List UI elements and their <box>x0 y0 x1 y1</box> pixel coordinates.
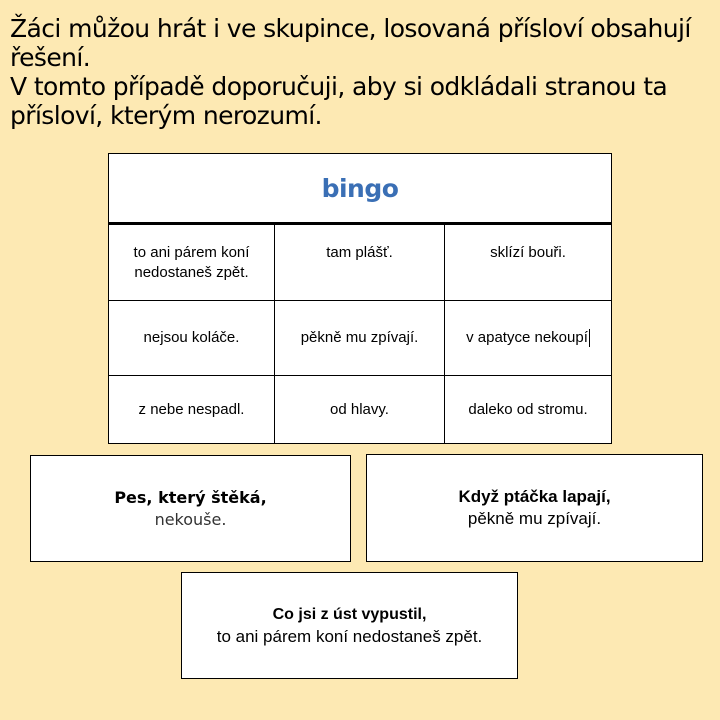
bingo-cell-active[interactable] <box>445 301 611 376</box>
proverb-card[interactable] <box>30 455 351 562</box>
proverb-first-half: Pes, který štěká, <box>114 487 267 507</box>
bingo-grid <box>109 225 611 443</box>
bingo-cell-text: z nebe nespadl. <box>138 400 245 418</box>
bingo-cell-text: v apatyce nekoupí <box>466 329 588 346</box>
bingo-cell-text: pěkně mu zpívají. <box>300 329 419 346</box>
bingo-cell[interactable] <box>275 225 445 301</box>
bingo-cell[interactable] <box>109 376 275 443</box>
proverb-first-half: Když ptáčka lapají, <box>458 487 611 506</box>
proverb-card[interactable] <box>181 572 518 679</box>
proverb-second-half: to ani párem koní nedostaneš zpět. <box>216 626 483 646</box>
bingo-cell-text: od hlavy. <box>330 400 389 418</box>
text-cursor <box>589 329 590 347</box>
bingo-cell[interactable] <box>109 225 275 301</box>
bingo-cell[interactable] <box>445 376 611 443</box>
bingo-cell-text: tam plášť. <box>326 244 393 261</box>
proverb-first-half: Co jsi z úst vypustil, <box>272 605 427 623</box>
bingo-cell[interactable] <box>445 225 611 301</box>
bingo-cell-text: daleko od stromu. <box>468 400 588 418</box>
instructions-line-2: V tomto případě doporučuji, aby si odkládali stranou ta přísloví, kterým nerozumí. <box>10 72 668 130</box>
proverb-second-half: nekouše. <box>154 509 227 529</box>
proverb-second-half: pěkně mu zpívají. <box>467 509 602 528</box>
proverb-card[interactable] <box>366 454 703 562</box>
bingo-cell[interactable] <box>275 301 445 376</box>
bingo-cell-text: nejsou koláče. <box>143 329 240 346</box>
bingo-cell[interactable] <box>109 301 275 376</box>
bingo-board <box>108 153 612 444</box>
bingo-title: bingo <box>109 154 611 225</box>
instructions-text <box>10 14 715 130</box>
bingo-cell[interactable] <box>275 376 445 443</box>
bingo-cell-text: to ani párem koní nedostaneš zpět. <box>133 244 250 281</box>
bingo-cell-text: sklízí bouři. <box>490 244 566 261</box>
instructions-line-1: Žáci můžou hrát i ve skupince, losovaná přísloví obsahují řešení. <box>10 14 691 72</box>
